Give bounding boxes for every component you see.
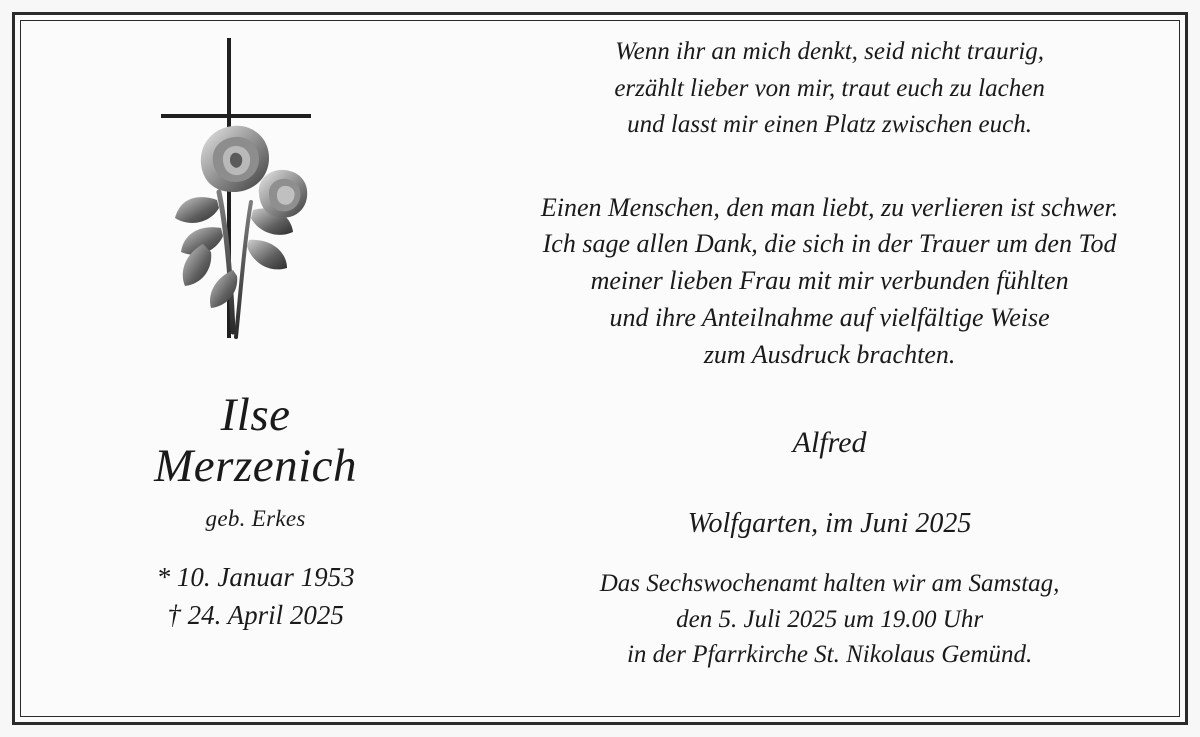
service-line: Das Sechswochenamt halten wir am Samstag,: [599, 570, 1060, 598]
deceased-name-block: [26, 390, 485, 634]
thanks-line: zum Ausdruck brachten.: [703, 340, 956, 370]
survivor-name: Alfred: [792, 426, 867, 460]
death-date: † 24. April 2025: [167, 599, 344, 630]
thanks-block: [485, 190, 1174, 375]
service-line: in der Pfarrkirche St. Nikolaus Gemünd.: [626, 641, 1033, 669]
poem-line: und lasst mir einen Platz zwischen euch.: [627, 111, 1032, 138]
deceased-maiden-name: geb. Erkes: [205, 505, 306, 531]
right-column: [485, 26, 1174, 711]
thanks-line: und ihre Anteilnahme auf vielfältige Weise: [609, 303, 1050, 333]
service-announcement: [485, 566, 1174, 673]
poem-line: Wenn ihr an mich denkt, seid nicht traurig,: [615, 38, 1045, 65]
thanks-line: Ich sage allen Dank, die sich in der Trauer um den Tod: [542, 229, 1117, 259]
deceased-first-name: Ilse: [220, 389, 291, 441]
thanks-line: meiner lieben Frau mit mir verbunden fühlten: [590, 266, 1069, 296]
cross-with-rose-icon: [141, 32, 371, 362]
place-and-date: Wolfgarten, im Juni 2025: [687, 508, 972, 540]
birth-date: * 10. Januar 1953: [156, 561, 355, 592]
card-content: [26, 26, 1174, 711]
thanks-line: Einen Menschen, den man liebt, zu verlieren ist schwer.: [540, 192, 1119, 222]
poem-block: [485, 34, 1174, 144]
deceased-dates: [26, 558, 485, 635]
poem-line: erzählt lieber von mir, traut euch zu lachen: [614, 74, 1045, 102]
left-column: [26, 26, 485, 711]
service-line: den 5. Juli 2025 um 19.00 Uhr: [676, 605, 984, 633]
deceased-last-name: Merzenich: [154, 439, 358, 492]
